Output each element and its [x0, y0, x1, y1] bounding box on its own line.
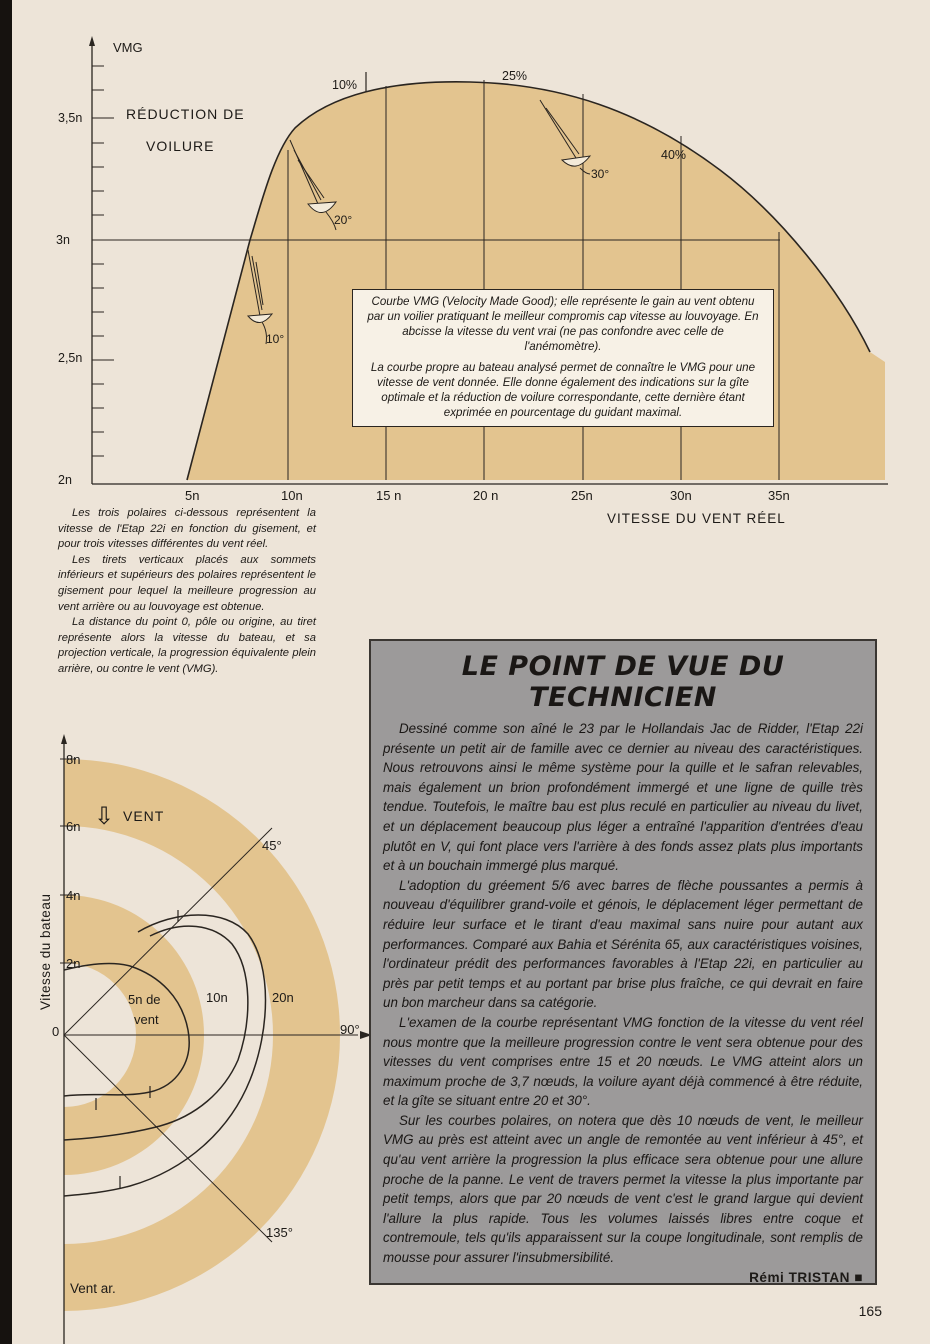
vmg-y-label-2: 2n [58, 473, 72, 487]
curve-label-5n-line1: 5n de [128, 992, 161, 1007]
vmg-y-axis-title: VMG [113, 40, 143, 55]
vmg-note-paragraph-1: Courbe VMG (Velocity Made Good); elle représente le gain au vent obtenu par un voilier pratiquant le meilleur compromis cap vitesse au louvoyage. En abcisse la vitesse du vent vrai (ne pas confondre avec celle de l'anémomètre). [367, 295, 759, 353]
angle-label-45: 45° [262, 838, 282, 853]
vmg-y-label-3: 3n [56, 233, 70, 247]
technician-title: LE POINT DE VUE DU TECHNICIEN [461, 651, 785, 713]
vmg-note-box [352, 289, 774, 427]
polar-ring-label-8: 8n [66, 752, 81, 767]
reduction-value-25: 25% [502, 69, 528, 83]
vmg-x-label-15: 15 n [376, 488, 402, 503]
polar-caption-paragraph-1: Les trois polaires ci-dessous représentent la vitesse de l'Etap 22i en fonction du gisement, et pour trois vitesses différentes du vent réel. [58, 507, 316, 551]
reduction-value-40: 40% [661, 148, 687, 162]
polar-chart [0, 730, 380, 1344]
technician-paragraph-4: Sur les courbes polaires, on notera que dès 10 nœuds de vent, le meilleur VMG au près est atteint avec un angle de remontée au vent inférieur à 45°, et qu'au vent arrière la progression la plus efficace sera obtenue pour une allure proche de la panne. Le vent de travers permet la vitesse la plus importante par petit temps, alors que par 20 nœuds de vent c'est le grand largue qui devient l'allure la plus rapide. Tous les volumes laissés libres entre coque et contremoule, tels qu'ils apparaissent sur la coupe longitudinale, sont remplis de mousse pour assurer l'insubmersibilité. [383, 1112, 863, 1266]
vmg-x-label-25: 25n [571, 488, 593, 503]
polar-caption-paragraph-3: La distance du point 0, pôle ou origine, au tiret représente alors la vitesse du bateau, et sa projection verticale, la progression équivalente plein arrière, ou contre le vent (VMG). [58, 616, 316, 675]
technician-box [369, 639, 877, 1285]
reduction-label-line1: RÉDUCTION DE [126, 106, 245, 122]
vmg-x-label-30: 30n [670, 488, 692, 503]
curve-label-20n: 20n [272, 990, 294, 1005]
polar-ring-label-2: 2n [66, 956, 81, 971]
vmg-chart [0, 0, 930, 540]
technician-paragraph-3: L'examen de la courbe représentant VMG fonction de la vitesse du vent réel nous montre que la meilleure progression contre le vent sera obtenue pour des vitesses du vent comprises entre 15 et 20 nœuds. Le VMG atteint alors un maximum proche de 3,7 nœuds, la voilure ayant déjà commencé à être réduite, et la gîte se situant entre 20 et 30°. [383, 1014, 863, 1109]
heel-angle-30: 30° [591, 167, 610, 181]
vmg-y-arrow [89, 36, 95, 46]
vmg-x-label-10: 10n [281, 488, 303, 503]
reduction-value-10: 10% [332, 78, 358, 92]
polar-ring-label-4: 4n [66, 888, 81, 903]
curve-label-10n: 10n [206, 990, 228, 1005]
vmg-note-paragraph-2: La courbe propre au bateau analysé permet de connaître le VMG pour une vitesse de vent donnée. Elle donne également des indications sur la gîte optimale et la réduction de voilure correspondante, cette dernière étant exprimée en pourcentage du guidant maximal. [370, 361, 756, 419]
page-number: 165 [858, 1303, 882, 1319]
polar-ring-label-6: 6n [66, 819, 81, 834]
polar-y-arrow [61, 734, 67, 744]
vmg-x-label-20: 20 n [473, 488, 499, 503]
polar-y-axis-title: Vitesse du bateau [38, 893, 53, 1010]
wind-label: VENT [123, 808, 165, 824]
technician-body [383, 719, 863, 1268]
technician-paragraph-1: Dessiné comme son aîné le 23 par le Hollandais Jac de Ridder, l'Etap 22i présente un petit air de famille avec ce dernier au niveau des caractéristiques. Nous retrouvons ainsi le même système pour la quille et le safran relevables, mais également un brion profondément immergé et une ligne de quille très tendue. Toutefois, le maître bau est plus reculé en particulier au niveau du livet, et un déplacement beaucoup plus léger a entraîné l'apparition d'entrées d'eau plutôt en V, qui font place vers l'arrière à des fonds assez plats plus importants et à un bouchain immergé plus marqué. [383, 721, 863, 874]
heel-angle-10: 10° [266, 332, 285, 346]
technician-paragraph-2: L'adoption du gréement 5/6 avec barres de flèche poussantes a permis à nouveau d'équilibrer grand-voile et génois, le déplacement léger permettant de réduire leur surface et le tirant d'eau maximal sans nuire pour autant aux performances. Comparé aux Bahia et Sérénita 65, aux caractéristiques voisines, l'ordinateur prédit des performances favorables à l'Etap 22i, en particulier au près par petit temps et au portant par brise plus fraîche, ce qui devrait en faire un bon marcheur dans sa catégorie. [383, 877, 863, 1011]
vmg-y-label-3-5: 3,5n [58, 111, 83, 125]
angle-label-135: 135° [266, 1225, 293, 1240]
vmg-x-axis-title: VITESSE DU VENT RÉEL [607, 511, 786, 526]
polar-origin-label: 0 [52, 1024, 60, 1039]
vmg-x-label-5: 5n [185, 488, 200, 503]
vmg-x-label-35: 35n [768, 488, 790, 503]
technician-signature: Rémi TRISTAN ■ [749, 1269, 863, 1285]
vmg-y-ticks [92, 66, 114, 456]
downwind-label: Vent ar. [70, 1281, 116, 1296]
wind-arrow-icon: ⇩ [94, 803, 115, 830]
polar-caption-paragraph-2: Les tirets verticaux placés aux sommets inférieurs et supérieurs des polaires représentent le gisement pour lequel la meilleure progression au vent arrière ou au louvoyage est obtenue. [58, 553, 316, 613]
polar-caption [58, 506, 316, 678]
angle-label-90: 90° [340, 1022, 360, 1037]
vmg-y-label-2-5: 2,5n [58, 351, 83, 365]
heel-angle-20: 20° [334, 213, 353, 227]
curve-label-5n-line2: vent [134, 1012, 159, 1027]
reduction-label-line2: VOILURE [146, 138, 215, 154]
